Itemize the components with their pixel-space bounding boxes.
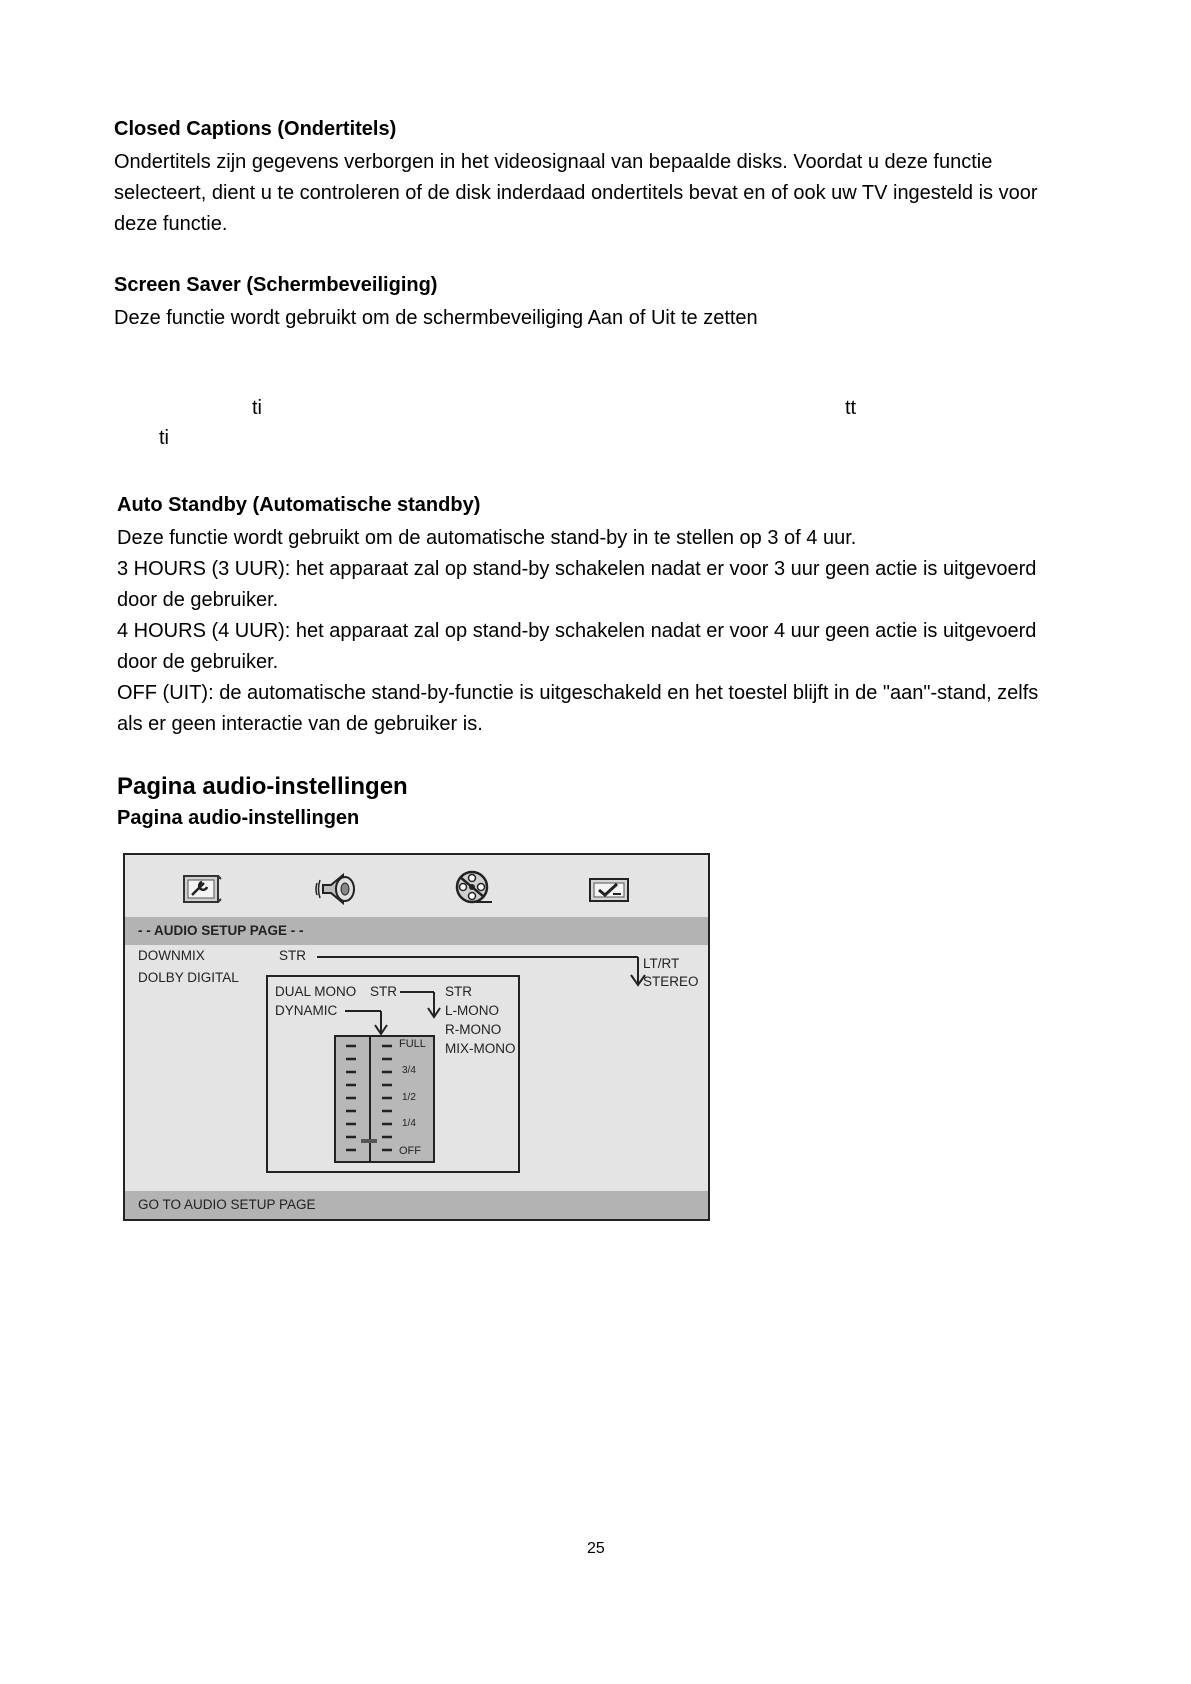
auto-standby-line: als er geen interactie van de gebruiker is. [117, 713, 483, 735]
auto-standby-line: door de gebruiker. [117, 651, 279, 673]
page-number: 25 [587, 1540, 605, 1557]
ligature-fragment: ti [252, 397, 262, 419]
auto-standby-line: door de gebruiker. [117, 589, 279, 611]
ligature-fragment: ti [159, 427, 169, 449]
dolby-digital-label: DOLBY DIGITAL [138, 970, 239, 985]
auto-standby-line: 4 HOURS (4 UUR): het apparaat zal op stand-by schakelen nadat er voor 4 uur geen actie is uitgevoerd [117, 620, 1037, 642]
audio-section-title: Pagina audio-instellingen [117, 773, 408, 800]
audio-section-subtitle: Pagina audio-instellingen [117, 807, 360, 829]
dynamic-level-3-4: 3/4 [402, 1065, 416, 1076]
dual-mono-value: STR [370, 984, 397, 999]
osd-header-title: - - AUDIO SETUP PAGE - - [138, 923, 304, 938]
auto-standby-heading: Auto Standby (Automatische standby) [117, 494, 481, 516]
closed-captions-heading: Closed Captions (Ondertitels) [114, 118, 397, 140]
auto-standby-line: Deze functie wordt gebruikt om de automatische stand-by in te stellen op 3 of 4 uur. [117, 527, 857, 549]
screen-saver-body: Deze functie wordt gebruikt om de schermbeveiliging Aan of Uit te zetten [114, 307, 758, 329]
dual-mono-label: DUAL MONO [275, 984, 357, 999]
ligature-fragment: tt [845, 397, 857, 419]
closed-captions-line-3: deze functie. [114, 213, 228, 235]
audio-setup-osd-screen [123, 853, 710, 1221]
downmix-option-stereo: STEREO [643, 974, 699, 989]
dynamic-level-off: OFF [399, 1145, 421, 1157]
dual-mono-option-r-mono: R-MONO [445, 1022, 502, 1037]
dual-mono-option-str: STR [445, 984, 472, 999]
closed-captions-line-2: selecteert, dient u te controleren of de disk inderdaad ondertitels bevat en of ook uw TV ingesteld is voor [114, 182, 1038, 204]
dynamic-level-full: FULL [399, 1038, 426, 1050]
osd-footer-text: GO TO AUDIO SETUP PAGE [138, 1197, 316, 1212]
dual-mono-option-l-mono: L-MONO [445, 1003, 499, 1018]
auto-standby-line: 3 HOURS (3 UUR): het apparaat zal op stand-by schakelen nadat er voor 3 uur geen actie is uitgevoerd [117, 558, 1037, 580]
downmix-label: DOWNMIX [138, 948, 205, 963]
closed-captions-line-1: Ondertitels zijn gegevens verborgen in het videosignaal van bepaalde disks. Voordat u deze functie [114, 151, 993, 173]
dynamic-level-1-2: 1/2 [402, 1092, 416, 1103]
screen-saver-heading: Screen Saver (Schermbeveiliging) [114, 274, 438, 296]
auto-standby-line: OFF (UIT): de automatische stand-by-functie is uitgeschakeld en het toestel blijft in de "aan"-stand, zelfs [117, 682, 1039, 704]
dynamic-label: DYNAMIC [275, 1003, 338, 1018]
downmix-value: STR [279, 948, 306, 963]
dual-mono-option-mix-mono: MIX-MONO [445, 1041, 516, 1056]
dynamic-level-1-4: 1/4 [402, 1118, 416, 1129]
osd-connectors [125, 855, 708, 1219]
downmix-option-ltrt: LT/RT [643, 956, 680, 971]
